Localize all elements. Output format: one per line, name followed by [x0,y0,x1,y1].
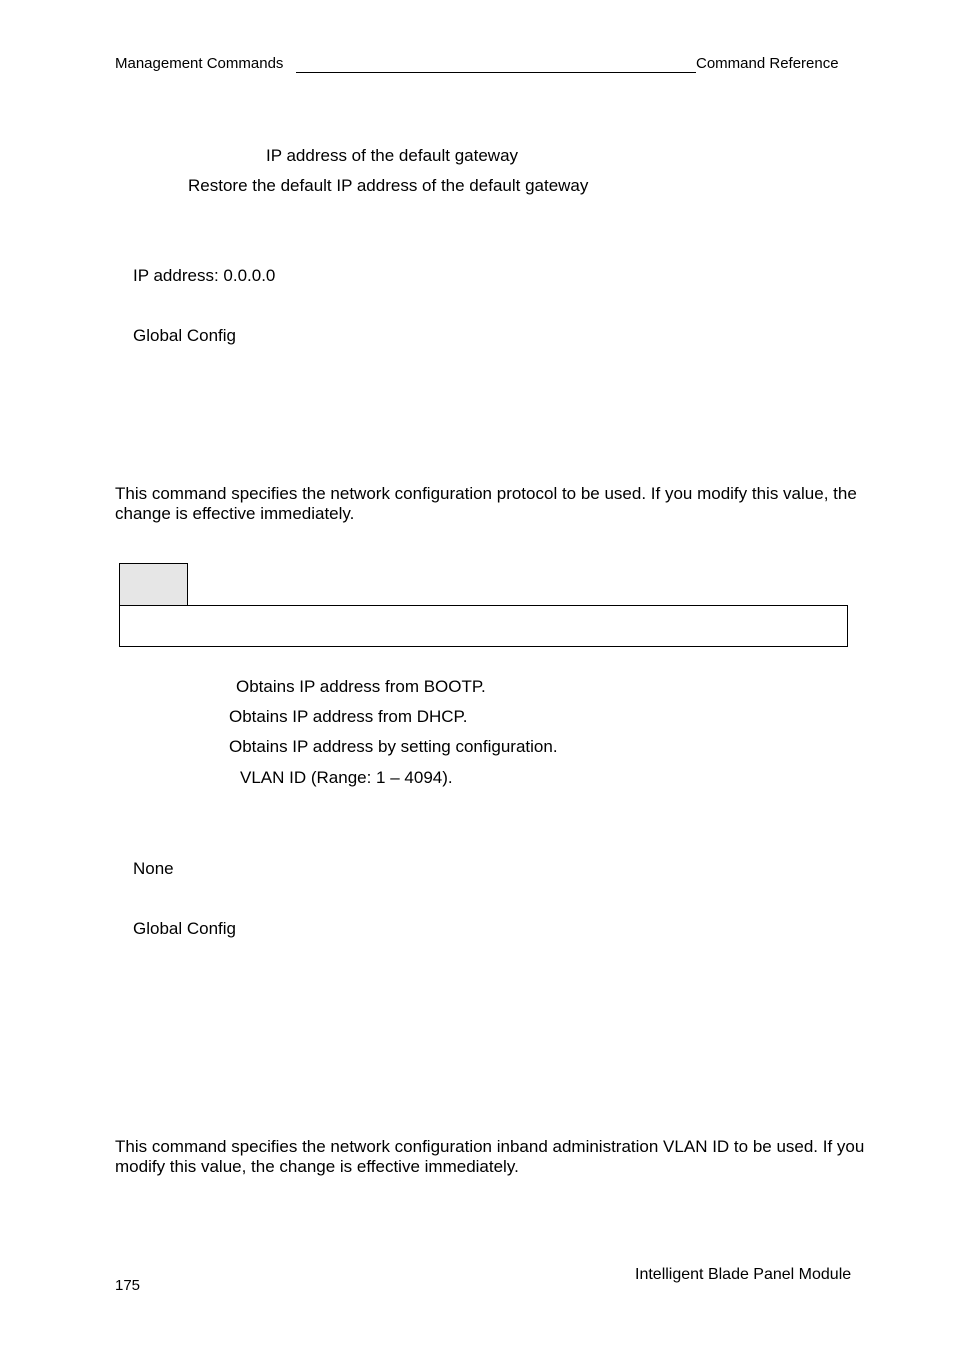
syntax-table-command-cell [119,605,848,647]
param-dhcp-description: Obtains IP address from DHCP. [229,707,468,726]
param-vlan-description: VLAN ID (Range: 1 – 4094). [240,768,453,787]
vlan-description: This command specifies the network configuration inband administration VLAN ID to be used. If you modify this value, the change is effective immediately. [115,1137,865,1176]
default-value: None [133,859,174,878]
page-number: 175 [115,1277,141,1294]
header-left: Management Commands [115,55,284,72]
syntax-table-label-cell [119,563,188,606]
param-none-description: Obtains IP address by setting configuration. [229,737,558,756]
command-mode: Global Config [133,919,237,938]
param-no-description: Restore the default IP address of the default gateway [188,176,589,195]
header-rule [296,72,696,73]
command-mode: Global Config [133,326,237,345]
param-bootp-description: Obtains IP address from BOOTP. [236,677,486,696]
footer-product-name: Intelligent Blade Panel Module [635,1266,852,1283]
default-value: IP address: 0.0.0.0 [133,266,276,285]
protocol-description: This command specifies the network configuration protocol to be used. If you modify this value, the change is effective immediately. [115,484,857,523]
header-right: Command Reference [696,55,839,72]
param-gateway-description: IP address of the default gateway [266,146,519,165]
